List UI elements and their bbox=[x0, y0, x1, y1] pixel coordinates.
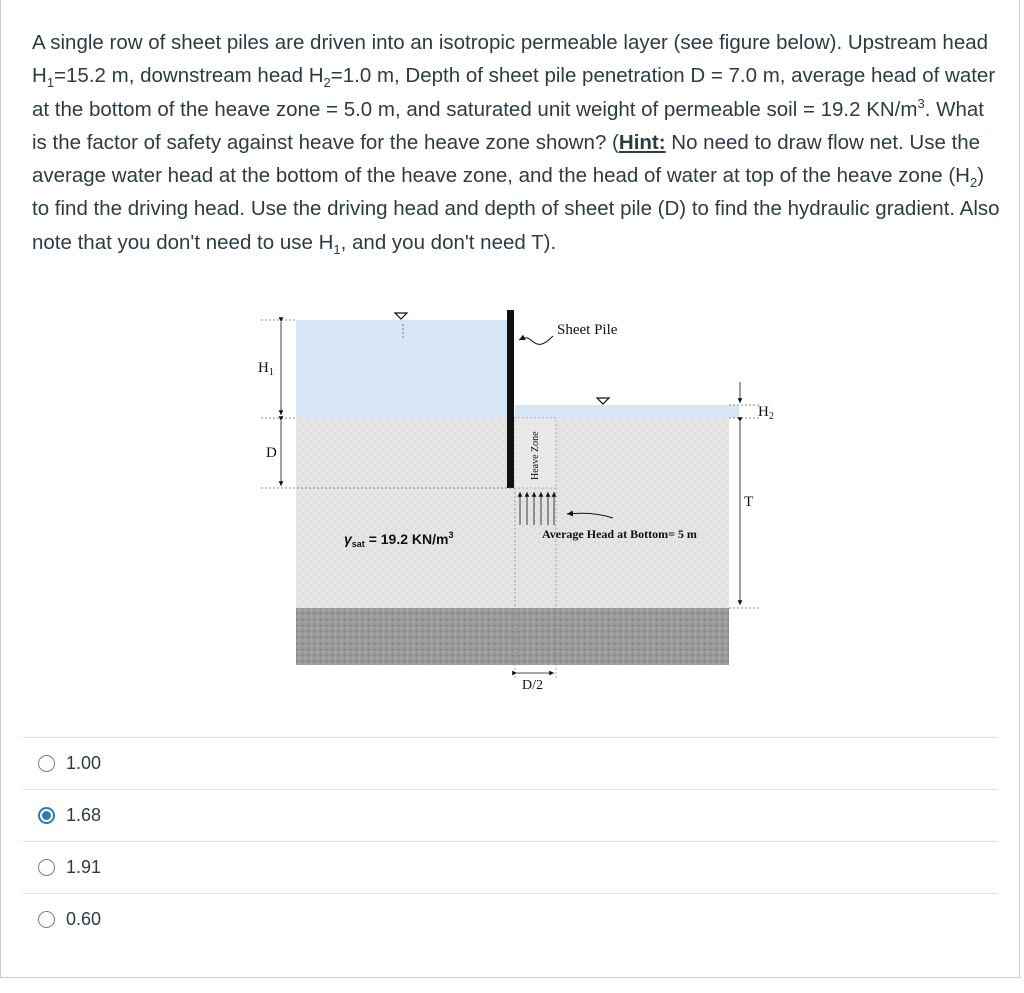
answer-text-2: 1.68 bbox=[66, 805, 102, 825]
answer-option-2[interactable] bbox=[23, 789, 998, 841]
sheet-pile bbox=[507, 310, 514, 488]
upstream-water bbox=[296, 320, 509, 418]
upstream-water-level-icon bbox=[395, 313, 407, 319]
hint-label: Hint: bbox=[618, 130, 666, 154]
t-label: T bbox=[744, 494, 754, 510]
impermeable-layer bbox=[296, 608, 729, 665]
answer-option-1[interactable] bbox=[23, 737, 998, 789]
average-head-label: Average Head at Bottom= 5 m bbox=[542, 527, 697, 541]
downstream-water bbox=[515, 405, 739, 418]
answer-option-4[interactable] bbox=[23, 893, 998, 945]
sheet-pile-figure bbox=[241, 300, 781, 700]
answer-radio-3[interactable] bbox=[38, 859, 55, 876]
answer-options bbox=[23, 737, 998, 945]
answer-text-1: 1.00 bbox=[66, 753, 102, 773]
answer-radio-4[interactable] bbox=[38, 911, 55, 928]
h1-label: $H_1$ bbox=[258, 360, 274, 378]
heave-zone-label: Heave Zone bbox=[530, 431, 541, 480]
sheet-pile-pointer-arrow bbox=[519, 336, 553, 344]
sheet-pile-label: Sheet Pile bbox=[557, 322, 618, 338]
d-label: D bbox=[266, 445, 277, 461]
unit-weight-label: $\gamma_{sat} = 19.2$ $KN/m^3$ bbox=[344, 530, 454, 549]
answer-option-3[interactable] bbox=[23, 841, 998, 893]
answer-radio-2-selected[interactable] bbox=[38, 807, 55, 824]
downstream-water-level-icon bbox=[597, 398, 609, 404]
question-text: A single row of sheet piles are driven into an isotropic permeable layer (see figure below). Upstream head $H_1=15.2$ m, downstream head $H_2=1.0$ m, Depth of sheet pile penetration D = 7.0 m, average head of water at the bottom of the heave zone = 5.0 m, and saturated unit weight of permeable soil = 19.2 $KN/m^3$. What is the factor of safety against heave for the heave zone shown? (Hint: No need to draw flow net. Use the average water head at the bottom of the heave zone, and the head of water at top of the heave zone $(H_2)$ to find the driving head. Use the driving head and depth of sheet pile (D) to find the hydraulic gradient. Also note that you don't need to use $H_1$, and you don't need T). bbox=[32, 31, 1000, 257]
answer-text-4: 0.60 bbox=[66, 909, 102, 929]
answer-radio-1[interactable] bbox=[38, 755, 55, 772]
h2-label: $H_2$ bbox=[758, 404, 774, 422]
d2-label: D/2 bbox=[522, 678, 543, 693]
answer-text-3: 1.91 bbox=[66, 857, 102, 877]
